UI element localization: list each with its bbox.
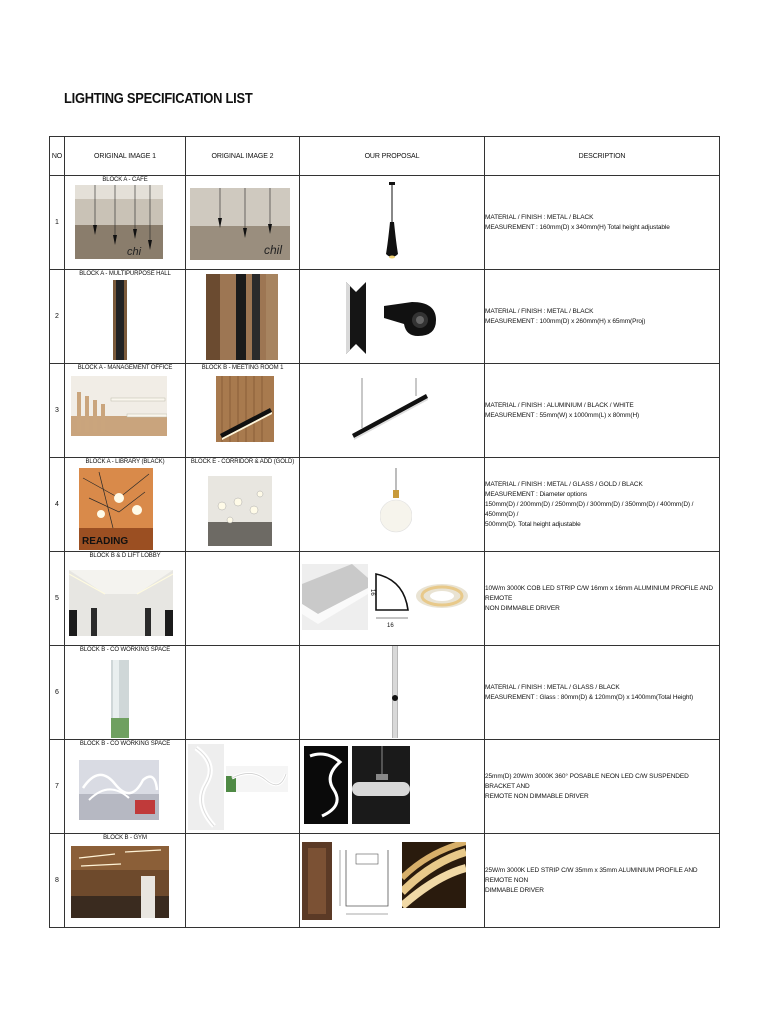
led-strip-reel	[414, 582, 470, 610]
table-row	[50, 740, 720, 834]
row-number: 2	[50, 270, 65, 364]
header-no: NO	[50, 137, 65, 176]
description-line: MEASUREMENT : 100mm(D) x 260mm(H) x 65mm(Proj)	[485, 317, 646, 325]
specification-table	[49, 136, 720, 928]
image-caption: BLOCK B - GYM	[103, 835, 147, 841]
table-header-row	[50, 137, 720, 176]
image-caption: BLOCK B - MEETING ROOM 1	[201, 365, 284, 371]
neon-tube-product	[304, 746, 348, 824]
hall-photo-2	[206, 274, 278, 360]
lift-lobby-photo	[69, 570, 173, 636]
meeting-room-photo	[216, 376, 274, 442]
header-original-image-2: ORIGINAL IMAGE 2	[186, 137, 300, 176]
image-caption: BLOCK B - CO WORKING SPACE	[79, 741, 171, 747]
row-number: 8	[50, 834, 65, 928]
cafe-photo-2	[190, 188, 290, 260]
suspended-bracket-product	[352, 746, 410, 824]
office-photo	[71, 376, 167, 436]
page-title: LIGHTING SPECIFICATION LIST	[64, 90, 253, 107]
profile-dim-width-label: 16	[387, 623, 394, 629]
description-line: 25mm(D) 20W/m 3000K 360° POSABLE NEON LED C/W SUSPENDED BRACKET AND	[485, 772, 689, 790]
image-caption: BLOCK A - LIBRARY (BLACK)	[85, 459, 165, 465]
table-row	[50, 458, 720, 552]
row-number: 5	[50, 552, 65, 646]
linear-light-product	[350, 378, 430, 442]
led-strip-warm-photo	[402, 842, 466, 908]
image-caption: BLOCK E - CORRIDOR & ADD (GOLD)	[190, 459, 295, 465]
description-line: MEASUREMENT : 55mm(W) x 1000mm(L) x 80mm(H)	[485, 411, 640, 419]
svg-text:chil: chil	[264, 243, 283, 257]
description-line: 25W/m 3000K LED STRIP C/W 35mm x 35mm ALUMINIUM PROFILE AND REMOTE NON	[485, 866, 698, 884]
neon-workspace-photo	[79, 760, 159, 820]
led-profile-photo	[302, 564, 368, 630]
description-line: REMOTE NON DIMMABLE DRIVER	[485, 792, 589, 800]
description-line: MEASUREMENT : Glass : 80mm(D) & 120mm(D) x 1400mm(Total Height)	[485, 693, 694, 701]
neon-detail-photo	[188, 744, 224, 830]
header-description: DESCRIPTION	[485, 137, 720, 176]
row-number: 7	[50, 740, 65, 834]
header-our-proposal: OUR PROPOSAL	[300, 137, 485, 176]
description-line: MATERIAL / FINISH : METAL / BLACK	[485, 307, 594, 315]
description-line: MEASUREMENT : Diameter options	[485, 490, 587, 498]
svg-text:READING: READING	[82, 536, 129, 547]
image-caption: BLOCK B & D LIFT LOBBY	[89, 553, 161, 559]
description-line: DIMMABLE DRIVER	[485, 886, 544, 894]
table-row	[50, 176, 720, 270]
corridor-photo	[208, 476, 272, 546]
globe-pendant-product	[380, 468, 412, 540]
wall-light-product	[340, 280, 376, 356]
profile-dimension-diagram	[368, 568, 412, 632]
library-photo	[79, 468, 153, 550]
cafe-photo	[75, 185, 163, 259]
description-line: MEASUREMENT : 160mm(D) x 340mm(H) Total height adjustable	[485, 223, 670, 231]
description-line: MATERIAL / FINISH : ALUMINIUM / BLACK / WHITE	[485, 401, 634, 409]
neon-wall-photo	[226, 766, 288, 792]
description-line: MATERIAL / FINISH : METAL / BLACK	[485, 213, 594, 221]
profile-dim-height-label: 16	[369, 589, 375, 596]
description-line: 150mm(D) / 200mm(D) / 250mm(D) / 300mm(D) / 350mm(D) / 400mm(D) / 450mm(D) /	[485, 500, 694, 518]
glass-pendant-product	[388, 646, 402, 738]
table-row	[50, 270, 720, 364]
hall-photo	[113, 280, 127, 360]
image-caption: BLOCK A - MANAGEMENT OFFICE	[77, 365, 173, 371]
table-row	[50, 646, 720, 740]
profile-section-diagram	[336, 840, 398, 922]
pendant-lamp-product	[380, 182, 404, 262]
table-row	[50, 552, 720, 646]
wall-light-profile	[382, 298, 438, 338]
gym-door-photo	[302, 842, 332, 920]
svg-text:chi: chi	[127, 246, 142, 258]
row-number: 1	[50, 176, 65, 270]
row-number: 4	[50, 458, 65, 552]
row-number: 3	[50, 364, 65, 458]
description-line: NON DIMMABLE DRIVER	[485, 604, 560, 612]
image-caption: BLOCK A - CAFE	[102, 177, 148, 183]
description-line: MATERIAL / FINISH : METAL / GLASS / BLACK	[485, 683, 620, 691]
description-line: 500mm(D). Total height adjustable	[485, 520, 581, 528]
row-number: 6	[50, 646, 65, 740]
header-original-image-1: ORIGINAL IMAGE 1	[65, 137, 186, 176]
image-caption: BLOCK B - CO WORKING SPACE	[79, 647, 171, 653]
description-line: 10W/m 3000K COB LED STRIP C/W 16mm x 16mm ALUMINIUM PROFILE AND REMOTE	[485, 584, 713, 602]
image-caption: BLOCK A - MULTIPURPOSE HALL	[79, 271, 171, 277]
gym-photo	[71, 846, 169, 918]
table-row	[50, 834, 720, 928]
co-working-photo	[111, 660, 129, 738]
table-row	[50, 364, 720, 458]
description-line: MATERIAL / FINISH : METAL / GLASS / GOLD / BLACK	[485, 480, 643, 488]
